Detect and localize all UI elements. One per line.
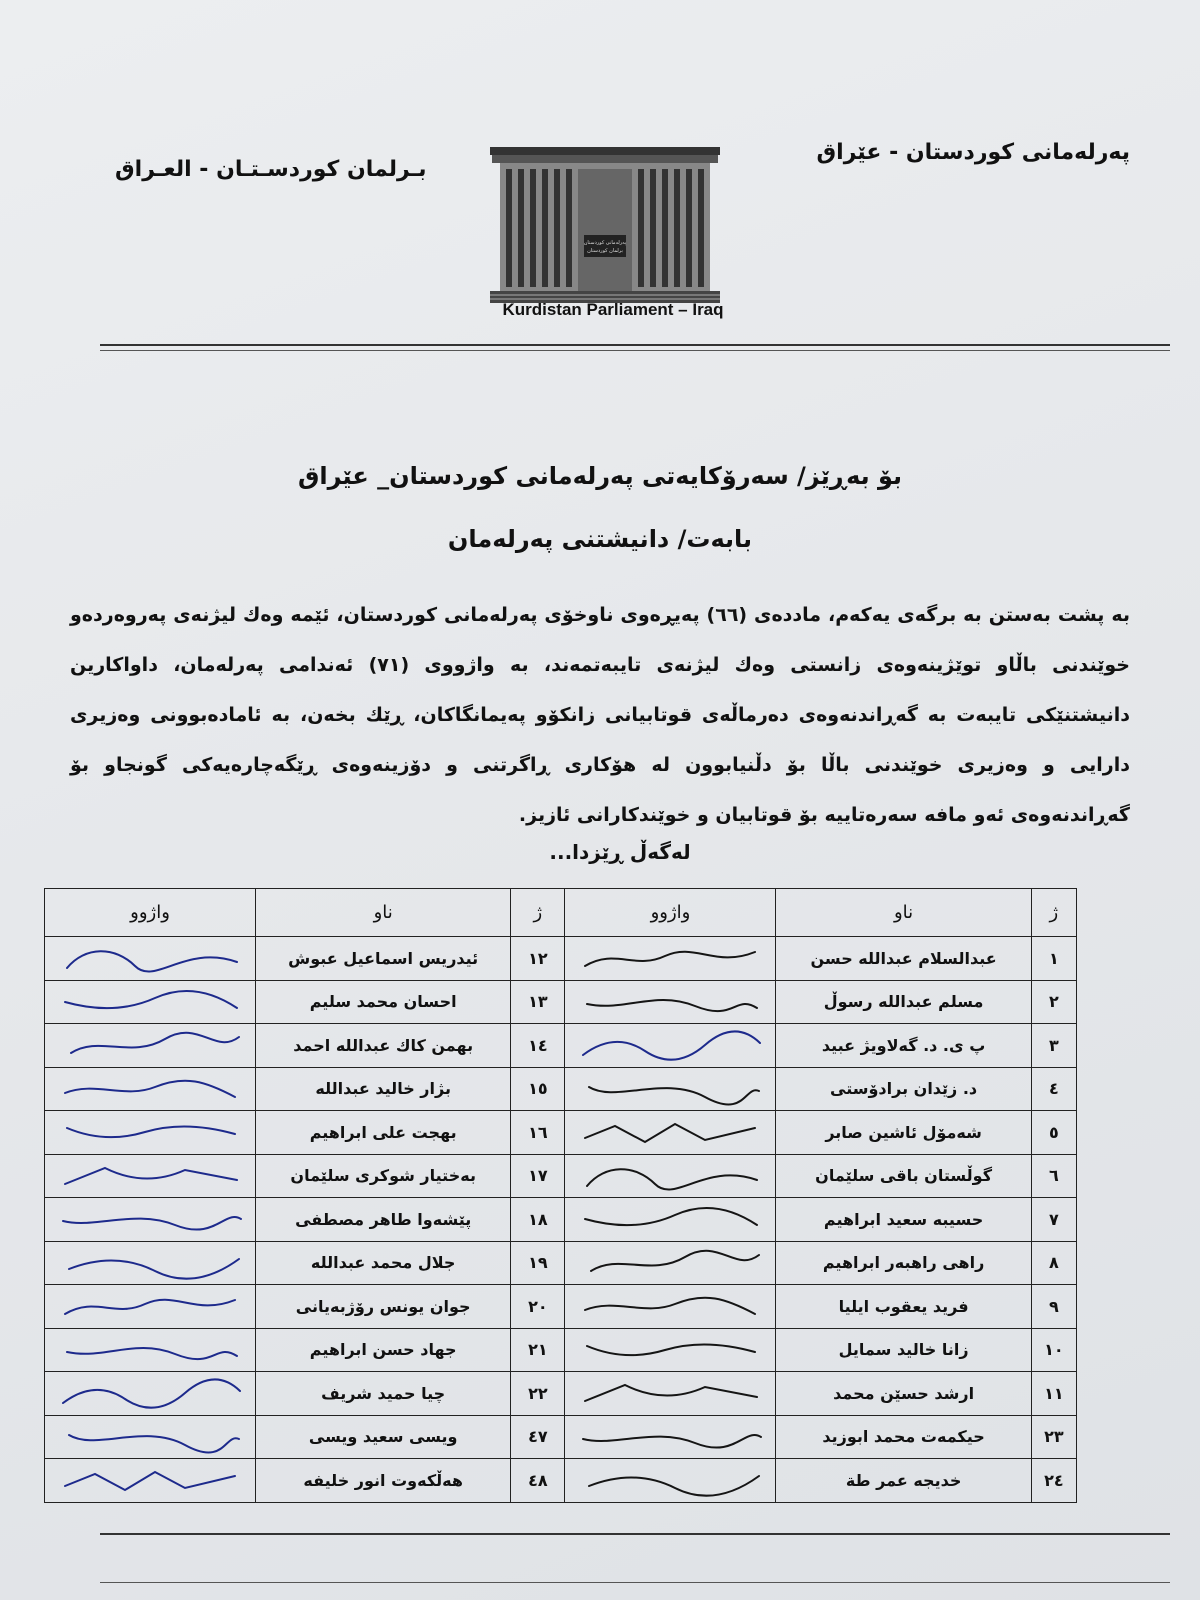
member-name-right: حسیبە سعید ابراهیم [776, 1198, 1031, 1242]
signature-left [45, 1285, 256, 1329]
handwritten-signature [575, 1417, 765, 1457]
table-row [45, 1198, 1077, 1242]
header-name-right: ناو [776, 889, 1031, 937]
member-name-left: بهمن کاك عبدالله احمد [256, 1024, 511, 1068]
handwritten-signature [55, 1460, 245, 1500]
member-name-right: زانا خالید سمایل [776, 1328, 1031, 1372]
handwritten-signature [575, 1199, 765, 1239]
letter-closing: لەگەڵ ڕێزدا... [549, 840, 691, 864]
row-number-left: ١٥ [511, 1067, 565, 1111]
member-name-left: چیا حمید شریف [256, 1372, 511, 1416]
header-signature-right: واژوو [565, 889, 776, 937]
handwritten-signature [575, 1025, 765, 1065]
signature-left [45, 1024, 256, 1068]
row-number-right: ١ [1031, 937, 1076, 981]
letter-body: بە پشت بەستن بە برگەی یەکەم، ماددەی (٦٦) پەیڕەوی ناوخۆی پەرلەمانی کوردستان، ئێمە وەك لیژنەی پەروەردەو خوێندنی باڵاو توێژینەوەی زانستی وەك لیژنەی تایبەتمەند، بە واژووی (٧١) ئەندامی پەرلەمان، داواکارین دانیشتنێکی تایبەت بە گەڕاندنەوەی دەرماڵەی قوتابیانی زانکۆو پەیمانگاکان، ڕێك بخەن، بە ئامادەبوونی وەزیری دارایی و وەزیری خوێندنی باڵا بۆ دڵنیابوون لە هۆکاری ڕاگرتنی و دۆزینەوەی ڕێگەچارەیەکی گونجاو بۆ گەڕاندنەوەی ئەو مافە سەرەتاییە بۆ قوتابیان و خوێندکارانی ئازیز. [70, 604, 1130, 826]
handwritten-signature [575, 1373, 765, 1413]
footer-divider-bottom [100, 1582, 1170, 1583]
signature-left [45, 1198, 256, 1242]
handwritten-signature [575, 938, 765, 978]
row-number-left: ١٤ [511, 1024, 565, 1068]
row-number-right: ٣ [1031, 1024, 1076, 1068]
signature-right [565, 1154, 776, 1198]
signature-right [565, 1459, 776, 1503]
signature-right [565, 1372, 776, 1416]
handwritten-signature [575, 1330, 765, 1370]
member-name-left: هەڵکەوت انور خلیفە [256, 1459, 511, 1503]
row-number-right: ٢٣ [1031, 1415, 1076, 1459]
handwritten-signature [55, 1373, 245, 1413]
row-number-left: ٢١ [511, 1328, 565, 1372]
signature-table [44, 888, 1077, 1503]
member-name-left: ئیدریس اسماعیل عبوش [256, 937, 511, 981]
member-name-left: جلال محمد عبدالله [256, 1241, 511, 1285]
member-name-right: فرید یعقوب ایلیا [776, 1285, 1031, 1329]
signature-left [45, 1241, 256, 1285]
header-kurdish-title: پەرلەمانی کوردستان - عێراق [816, 140, 1130, 165]
member-name-left: احسان محمد سلیم [256, 980, 511, 1024]
handwritten-signature [575, 1156, 765, 1196]
signature-left [45, 937, 256, 981]
member-name-right: عبدالسلام عبدالله حسن [776, 937, 1031, 981]
signature-right [565, 980, 776, 1024]
row-number-left: ١٦ [511, 1111, 565, 1155]
signature-left [45, 1459, 256, 1503]
table-row [45, 1285, 1077, 1329]
member-name-right: راهی راهبەر ابراهیم [776, 1241, 1031, 1285]
handwritten-signature [55, 1156, 245, 1196]
member-name-right: گوڵستان باقی سلێمان [776, 1154, 1031, 1198]
handwritten-signature [575, 1460, 765, 1500]
signature-right [565, 1198, 776, 1242]
row-number-right: ١٠ [1031, 1328, 1076, 1372]
handwritten-signature [55, 1417, 245, 1457]
header-num-right: ژ [1031, 889, 1076, 937]
signature-left [45, 1415, 256, 1459]
member-name-right: د. زێدان برادۆستی [776, 1067, 1031, 1111]
signature-right [565, 1415, 776, 1459]
signature-table-body [45, 937, 1077, 1503]
header-name-left: ناو [256, 889, 511, 937]
table-row [45, 1241, 1077, 1285]
member-name-left: بهجت علی ابراهیم [256, 1111, 511, 1155]
handwritten-signature [55, 982, 245, 1022]
handwritten-signature [55, 1330, 245, 1370]
signature-left [45, 1372, 256, 1416]
table-row [45, 1372, 1077, 1416]
member-name-right: مسلم عبدالله رسوڵ [776, 980, 1031, 1024]
handwritten-signature [55, 1069, 245, 1109]
signature-left [45, 1067, 256, 1111]
signature-left [45, 1111, 256, 1155]
table-row [45, 1024, 1077, 1068]
row-number-left: ٤٧ [511, 1415, 565, 1459]
member-name-right: شەمۆل ئاشین صابر [776, 1111, 1031, 1155]
handwritten-signature [55, 1286, 245, 1326]
header-arabic-title: بـرلمان كوردسـتـان - العـراق [115, 157, 427, 182]
handwritten-signature [55, 938, 245, 978]
signature-left [45, 980, 256, 1024]
table-row [45, 1067, 1077, 1111]
letter-subject: بابەت/ دانیشتنی پەرلەمان [447, 525, 753, 553]
row-number-right: ٨ [1031, 1241, 1076, 1285]
table-row [45, 1459, 1077, 1503]
footer-divider [100, 1533, 1170, 1535]
handwritten-signature [575, 982, 765, 1022]
member-name-left: بژار خالید عبدالله [256, 1067, 511, 1111]
row-number-left: ٤٨ [511, 1459, 565, 1503]
signature-right [565, 1067, 776, 1111]
row-number-left: ٢٢ [511, 1372, 565, 1416]
row-number-right: ٩ [1031, 1285, 1076, 1329]
member-name-left: بەختیار شوکری سلێمان [256, 1154, 511, 1198]
handwritten-signature [55, 1025, 245, 1065]
signature-right [565, 1111, 776, 1155]
row-number-left: ٢٠ [511, 1285, 565, 1329]
signature-right [565, 1024, 776, 1068]
member-name-right: پ ی. د. گەلاویژ عبید [776, 1024, 1031, 1068]
member-name-right: ارشد حسێن محمد [776, 1372, 1031, 1416]
table-row [45, 1328, 1077, 1372]
table-row [45, 937, 1077, 981]
row-number-left: ١٩ [511, 1241, 565, 1285]
row-number-left: ١٢ [511, 937, 565, 981]
table-row [45, 1154, 1077, 1198]
logo-text-1: پەرلەمانی کوردستان [583, 240, 627, 246]
row-number-right: ٧ [1031, 1198, 1076, 1242]
handwritten-signature [575, 1112, 765, 1152]
handwritten-signature [575, 1069, 765, 1109]
member-name-left: جوان یونس رۆژبەیانی [256, 1285, 511, 1329]
signature-right [565, 937, 776, 981]
row-number-right: ٦ [1031, 1154, 1076, 1198]
row-number-right: ٢٤ [1031, 1459, 1076, 1503]
row-number-right: ٤ [1031, 1067, 1076, 1111]
member-name-right: حیکمەت محمد ابوزید [776, 1415, 1031, 1459]
row-number-right: ٥ [1031, 1111, 1076, 1155]
signature-right [565, 1328, 776, 1372]
member-name-right: خدیجە عمر طة [776, 1459, 1031, 1503]
handwritten-signature [55, 1112, 245, 1152]
header-divider [100, 344, 1170, 346]
parliament-building-logo [490, 145, 720, 305]
handwritten-signature [55, 1199, 245, 1239]
member-name-left: جهاد حسن ابراهیم [256, 1328, 511, 1372]
table-row [45, 980, 1077, 1024]
row-number-left: ١٨ [511, 1198, 565, 1242]
member-name-left: پێشەوا طاهر مصطفی [256, 1198, 511, 1242]
table-header-row [45, 889, 1077, 937]
header-num-left: ژ [511, 889, 565, 937]
letter-addressee: بۆ بەڕێز/ سەرۆکایەتی پەرلەمانی کوردستان_ عێراق [297, 462, 903, 490]
handwritten-signature [55, 1243, 245, 1283]
handwritten-signature [575, 1286, 765, 1326]
signature-left [45, 1154, 256, 1198]
row-number-right: ٢ [1031, 980, 1076, 1024]
handwritten-signature [575, 1243, 765, 1283]
header-signature-left: واژوو [45, 889, 256, 937]
table-row [45, 1111, 1077, 1155]
signature-left [45, 1328, 256, 1372]
table-row [45, 1415, 1077, 1459]
signature-right [565, 1285, 776, 1329]
row-number-left: ١٧ [511, 1154, 565, 1198]
member-name-left: ویسی سعید ویسی [256, 1415, 511, 1459]
row-number-right: ١١ [1031, 1372, 1076, 1416]
signature-right [565, 1241, 776, 1285]
english-caption: Kurdistan Parliament – Iraq [502, 300, 724, 319]
logo-text-2: برلمان كوردستان [587, 248, 623, 254]
row-number-left: ١٣ [511, 980, 565, 1024]
header-divider-thin [100, 350, 1170, 351]
